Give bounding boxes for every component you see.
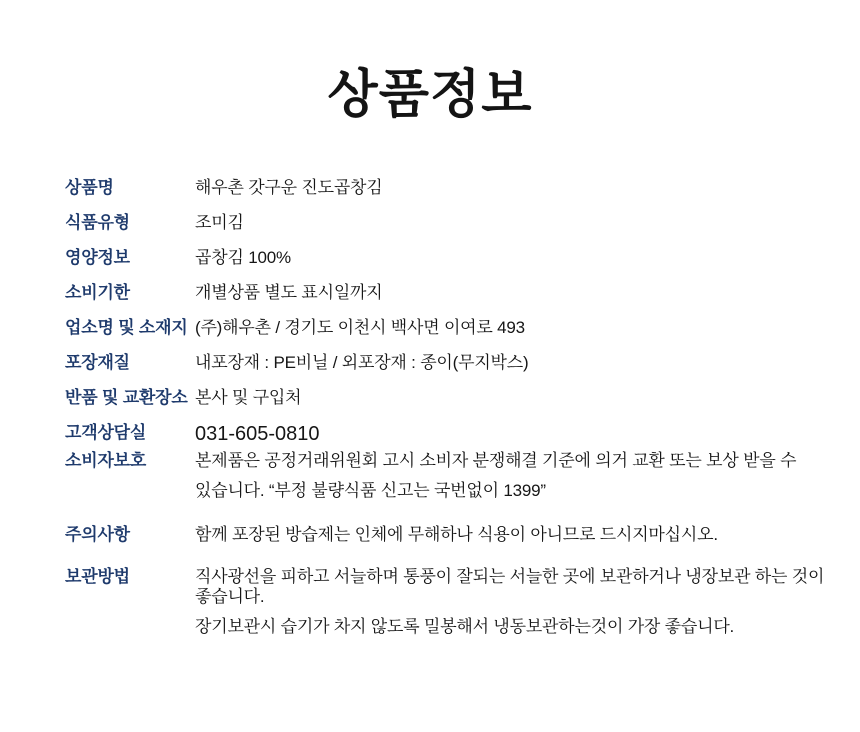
info-value: 본사 및 구입처 (195, 388, 302, 407)
info-row-nutrition (65, 248, 832, 268)
product-info-table (65, 178, 832, 637)
info-row-product-name (65, 178, 832, 198)
info-row-packaging (65, 353, 832, 373)
info-value: 조미김 (195, 213, 244, 232)
info-row-storage (65, 567, 832, 637)
page-title: 상품정보 (327, 66, 533, 124)
info-row-returns (65, 388, 832, 408)
info-label: 주의사항 (65, 525, 130, 544)
info-value-line: 장기보관시 습기가 차지 않도록 밀봉해서 냉동보관하는것이 가장 좋습니다. (195, 617, 735, 636)
info-row-caution (65, 525, 832, 545)
customer-service-phone: 031-605-0810 (195, 423, 320, 445)
info-value-line: 있습니다. “부정 불량식품 신고는 국번없이 1399” (195, 481, 546, 500)
info-label: 포장재질 (65, 353, 130, 372)
info-row-food-type (65, 213, 832, 233)
info-label: 영양정보 (65, 248, 130, 267)
info-value: (주)해우촌 / 경기도 이천시 백사면 이여로 493 (195, 318, 525, 337)
info-value-line: 본제품은 공정거래위원회 고시 소비자 분쟁해결 기준에 의거 교환 또는 보상 받을 수 (195, 451, 797, 470)
info-label: 보관방법 (65, 567, 130, 586)
info-value: 개별상품 별도 표시일까지 (195, 283, 383, 302)
info-value: 함께 포장된 방습제는 인체에 무해하나 식용이 아니므로 드시지마십시오. (195, 525, 718, 544)
info-value (195, 451, 832, 501)
info-label: 반품 및 교환장소 (65, 388, 188, 407)
info-row-expiry (65, 283, 832, 303)
info-label: 고객상담실 (65, 423, 147, 442)
info-value (195, 567, 832, 637)
info-label: 소비자보호 (65, 451, 147, 470)
info-value: 해우촌 갓구운 진도곱창김 (195, 178, 383, 197)
info-row-company-address (65, 318, 832, 338)
info-value: 내포장재 : PE비닐 / 외포장재 : 종이(무지박스) (195, 353, 529, 372)
info-row-customer-service (65, 423, 832, 445)
info-label: 상품명 (65, 178, 114, 197)
info-label: 식품유형 (65, 213, 130, 232)
info-label: 소비기한 (65, 283, 130, 302)
info-label: 업소명 및 소재지 (65, 318, 188, 337)
info-value-line: 직사광선을 피하고 서늘하며 통풍이 잘되는 서늘한 곳에 보관하거나 냉장보관 하는 것이 좋습니다. (195, 567, 825, 606)
info-value: 곱창김 100% (195, 248, 291, 267)
info-row-consumer-protection (65, 451, 832, 501)
